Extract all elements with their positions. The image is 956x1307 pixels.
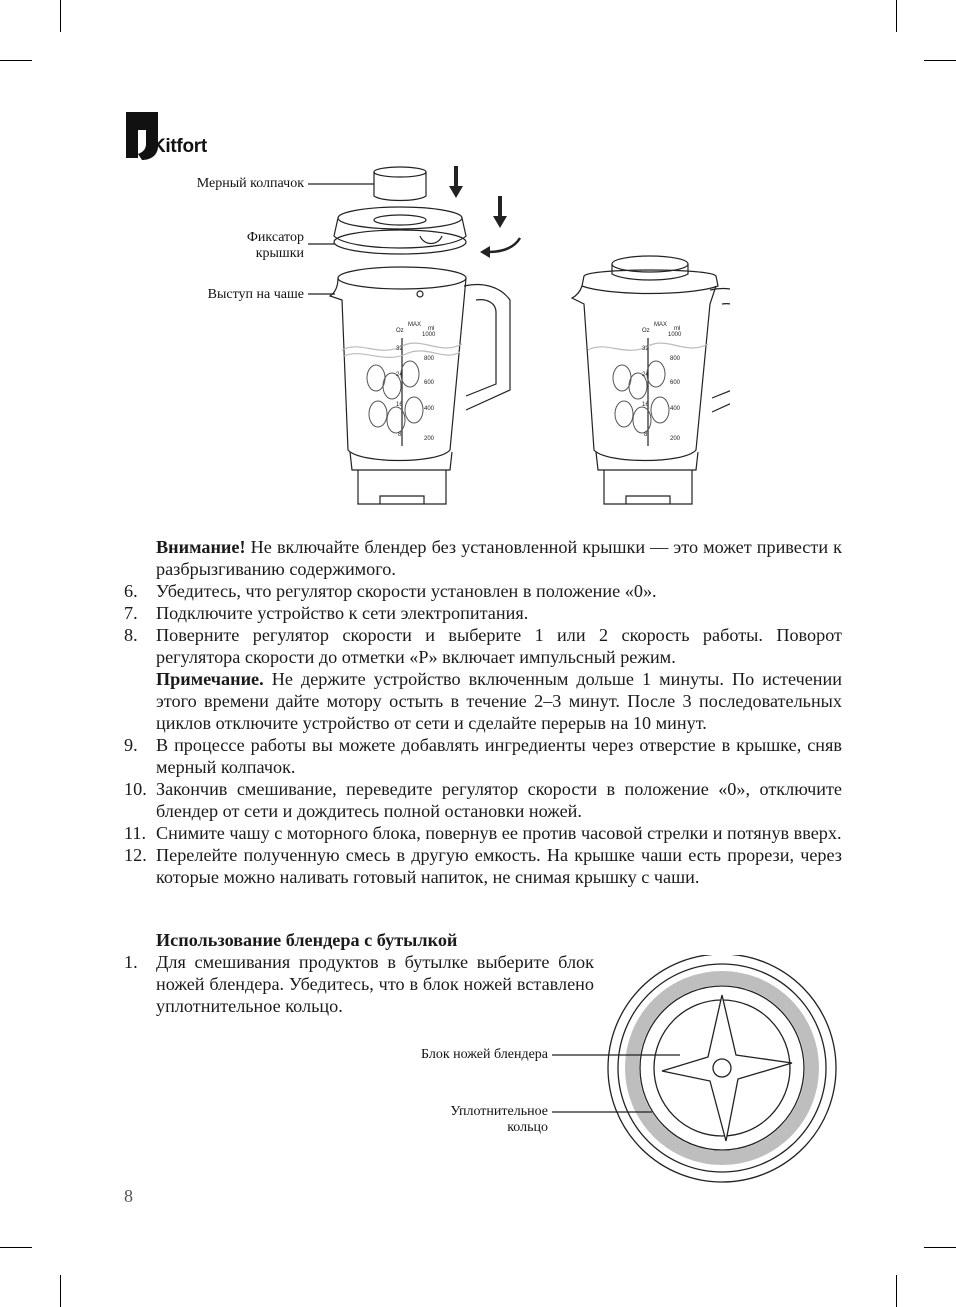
item-number: 9. [124,735,138,755]
brand-name: Kitfort [152,136,207,157]
item-number: 12. [124,845,147,865]
scale-oz-mark: 8 [398,432,402,438]
crop-mark [896,1275,897,1307]
scale-ml-mark: 800 [424,356,435,362]
list-item [124,844,842,888]
scale-ml-mark: 600 [424,380,435,386]
crop-mark [924,60,956,61]
label-lid-lock-line-1: Фиксатор [246,230,304,245]
item-text: Подключите устройство к сети электропитания. [156,603,529,623]
list-item [124,602,842,624]
scale-ml-mark: 400 [424,406,435,412]
note-paragraph [156,668,842,734]
item-text: В процессе работы вы можете добавлять ингредиенты через отверстие в крышке, сняв мерный колпачок. [156,735,842,777]
label-seal-ring-line-2: кольцо [507,1120,548,1135]
scale-max: MAX [654,322,668,328]
scale-ml-mark: 800 [670,356,681,362]
crop-mark [60,1275,61,1307]
label-lid-lock [247,230,304,262]
scale-ml-mark: 1000 [422,332,436,338]
note-label: Примечание. [156,669,264,689]
item-number: 10. [124,779,147,799]
scale-ml-mark: 200 [424,436,435,442]
item-text: Снимите чашу с моторного блока, повернув ее против часовой стрелки и потянув вверх. [156,823,842,843]
scale-ml-mark: 600 [670,380,681,386]
scale-ml-mark: 400 [670,406,681,412]
item-text: Поверните регулятор скорости и выберите 1 или 2 скорость работы. Поворот регулятора скорости до отметки «P» включает импульсный режим. [156,625,842,667]
blender-assembly-figure [170,160,730,510]
scale-oz-mark: 32 [642,346,649,352]
blade-unit-figure [600,955,850,1195]
scale-oz-mark: 32 [396,346,403,352]
item-number: 1. [124,952,138,972]
item-text: Для смешивания продуктов в бутылке выберите блок ножей блендера. Убедитесь, что в блок ножей вставлено уплотнительное кольцо. [156,952,594,1016]
label-measuring-cap: Мерный колпачок [196,176,304,191]
warning-text: Не включайте блендер без установленной крышки — это может привести к разбрызгиванию содержимого. [156,537,842,579]
page-number: 8 [124,1186,133,1206]
scale-oz: Oz [396,328,404,334]
label-jug-ledge: Выступ на чаше [207,287,304,302]
list-item [124,778,842,822]
label-lid-lock-line-2: крышки [255,246,304,261]
scale-oz-mark: 24 [642,372,649,378]
item-text: Закончив смешивание, переведите регулятор скорости в положение «0», отключите блендер от сети и дождитесь полной остановки ножей. [156,779,842,821]
scale-max: MAX [408,322,422,328]
scale-oz-mark: 16 [642,402,649,408]
blender-jug-illustration [170,160,730,510]
instructions [124,536,842,888]
scale-oz-mark: 24 [396,372,403,378]
section-heading-text: Использование блендера с бутылкой [156,930,458,950]
item-number: 7. [124,603,138,623]
blade-unit-illustration [600,955,850,1195]
crop-mark [0,1247,32,1248]
list-item [124,951,594,1017]
item-number: 6. [124,581,138,601]
section-heading [124,929,594,951]
crop-mark [896,0,897,32]
list-item [124,822,842,844]
list-item [124,734,842,778]
list-item [124,580,842,602]
item-number: 11. [124,823,147,843]
scale-oz-mark: 8 [644,432,648,438]
crop-mark [60,0,61,32]
item-text: Перелейте полученную смесь в другую емкость. На крышке чаши есть прорези, через которые можно наливать готовый напиток, не снимая крышку с чаши. [156,845,842,887]
note-text: Не держите устройство включенным дольше 1 минуты. По истечении этого времени дайте мотору остыть в течение 2–3 минут. После 3 последовательных циклов отключите устройство от сети и сделайте перерыв на 10 минут. [156,669,842,733]
item-text: Убедитесь, что регулятор скорости установлен в положение «0». [156,581,657,601]
label-seal-ring [450,1104,548,1136]
warning-paragraph [124,536,842,580]
label-seal-ring-line-1: Уплотнительное [450,1104,548,1119]
item-number: 8. [124,625,138,645]
warning-label: Внимание! [156,537,246,557]
scale-oz-mark: 16 [396,402,403,408]
scale-ml: ml [674,326,681,332]
scale-oz: Oz [642,328,650,334]
scale-ml-mark: 200 [670,436,681,442]
label-blade-unit: Блок ножей блендера [421,1047,548,1062]
list-item [124,624,842,734]
scale-ml: ml [428,326,435,332]
crop-mark [924,1247,956,1248]
bottle-section [124,929,594,1017]
scale-ml-mark: 1000 [668,332,682,338]
crop-mark [0,60,32,61]
